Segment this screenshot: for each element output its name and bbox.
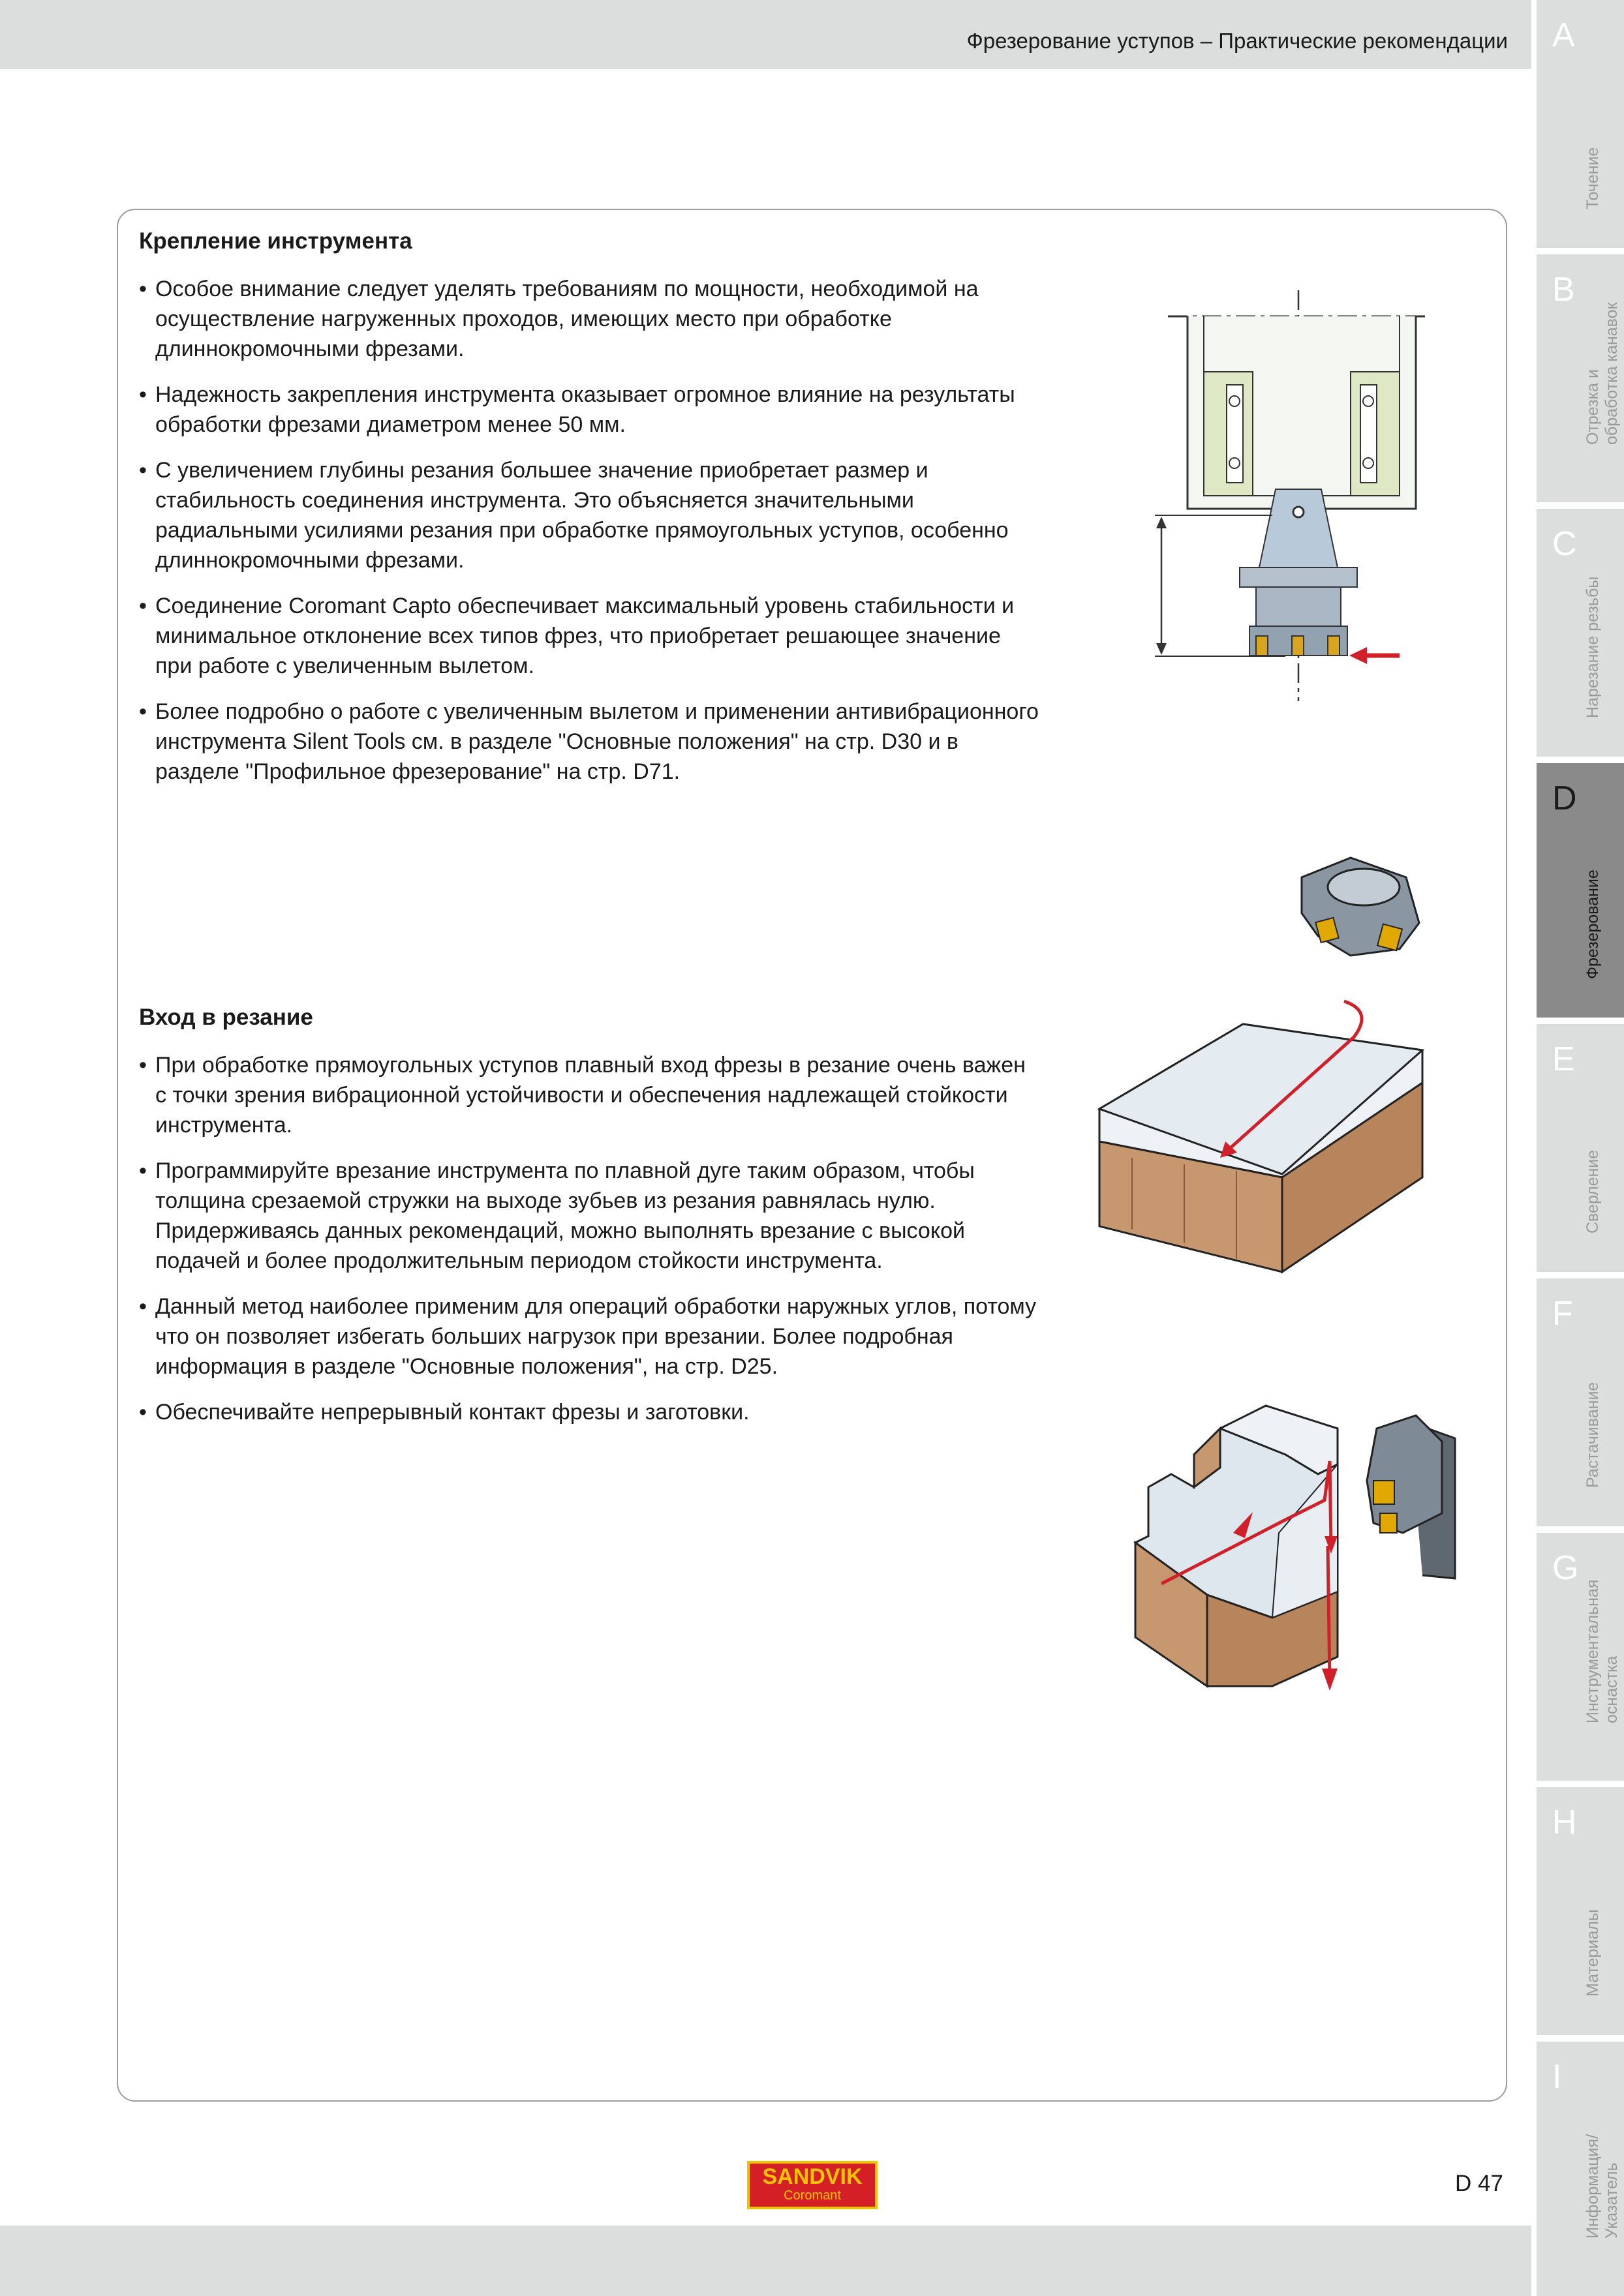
section-entry-into-cut bbox=[139, 1004, 1039, 1443]
bullet-mark: • bbox=[139, 594, 147, 618]
bullet-item bbox=[139, 1050, 1039, 1140]
tab-c-threading[interactable] bbox=[1537, 509, 1624, 757]
bullet-item bbox=[139, 274, 1039, 364]
entry-into-cut-figure bbox=[1093, 851, 1458, 1282]
section-title: Вход в резание bbox=[139, 1004, 313, 1030]
tab-letter: A bbox=[1552, 16, 1575, 54]
tab-letter: C bbox=[1552, 525, 1577, 563]
footer-bar bbox=[0, 2226, 1531, 2296]
bullet-mark: • bbox=[139, 382, 147, 407]
tab-label: Отрезка и обработка канавок bbox=[1584, 302, 1621, 445]
bullet-item bbox=[139, 697, 1039, 787]
bullet-item bbox=[139, 455, 1039, 575]
bullet-mark: • bbox=[139, 1294, 147, 1319]
logo-sub-text: Coromant bbox=[784, 2188, 841, 2203]
bullet-text: Соединение Coromant Capto обеспечивает максимальный уровень стабильности и минимальное отклонение всех типов фрез, что приобретает решающее значение при работе с увеличенным вылетом. bbox=[155, 594, 1015, 678]
bullet-mark: • bbox=[139, 1400, 147, 1425]
bullet-text: Программируйте врезание инструмента по плавной дуге таким образом, чтобы толщина срезаемой стружки на выходе зубьев из резания равнялась нулю. Придерживаясь данных рекомендаций, можно выполнять врезание с высокой подачей и более продолжительным периодом стойкости инструмента. bbox=[155, 1158, 975, 1273]
tab-label: Фрезерование bbox=[1584, 869, 1602, 979]
tab-letter: I bbox=[1552, 2058, 1562, 2096]
bullet-mark: • bbox=[139, 277, 147, 301]
tab-letter: E bbox=[1552, 1040, 1575, 1078]
section-index-sidebar bbox=[1537, 0, 1624, 2296]
bullet-mark: • bbox=[139, 458, 147, 483]
bullet-text: Особое внимание следует уделять требованиям по мощности, необходимой на осуществление нагруженных проходов, имеющих место при обработке длиннокромочными фрезами. bbox=[155, 277, 979, 361]
bullet-text: Обеспечивайте непрерывный контакт фрезы и заготовки. bbox=[155, 1400, 750, 1425]
tab-g-tooling[interactable] bbox=[1537, 1533, 1624, 1781]
section-title: Крепление инструмента bbox=[139, 228, 412, 254]
bullet-item bbox=[139, 380, 1039, 440]
bullet-text: Более подробно о работе с увеличенным вылетом и применении антивибрационного инструмента Silent Tools см. в разделе "Основные положения" на стр. D30 и в разделе "Профильное фрезерование" на стр. D71. bbox=[155, 699, 1039, 784]
tab-label: Сверление bbox=[1584, 1149, 1602, 1233]
tab-label: Растачивание bbox=[1584, 1382, 1602, 1488]
page-number: D 47 bbox=[1455, 2171, 1503, 2196]
tab-label: Нарезание резьбы bbox=[1584, 576, 1602, 718]
corner-contact-figure bbox=[1122, 1402, 1468, 1696]
logo-main-text: SANDVIK bbox=[762, 2164, 863, 2189]
tab-label: Инструментальная оснастка bbox=[1584, 1579, 1621, 1723]
bullet-text: С увеличением глубины резания большее значение приобретает размер и стабильность соединения инструмента. Это объясняется значительными радиальными усилиями резания при обработке прямоугольных уступов, особенно длиннокромочными фрезами. bbox=[155, 458, 1009, 573]
bullet-item bbox=[139, 1397, 1039, 1427]
spindle-tool-holder-figure bbox=[1142, 280, 1442, 711]
tab-letter: G bbox=[1552, 1549, 1579, 1587]
tab-e-drilling[interactable] bbox=[1537, 1024, 1624, 1272]
bullet-mark: • bbox=[139, 1158, 147, 1183]
tab-letter: F bbox=[1552, 1295, 1573, 1333]
tab-letter: B bbox=[1552, 271, 1575, 309]
tab-i-info-index[interactable] bbox=[1537, 2042, 1624, 2296]
tab-a-turning[interactable] bbox=[1537, 0, 1624, 248]
bullet-text: Надежность закрепления инструмента оказывает огромное влияние на результаты обработки фрезами диаметром менее 50 мм. bbox=[155, 382, 1015, 437]
tab-f-boring[interactable] bbox=[1537, 1278, 1624, 1526]
bullet-text: Данный метод наиболее применим для операций обработки наружных углов, потому что он позволяет избегать больших нагрузок при врезании. Более подробная информация в разделе "Основные положения", на стр. D25. bbox=[155, 1294, 1037, 1379]
tab-label: Точение bbox=[1584, 147, 1602, 209]
header-bar bbox=[0, 0, 1531, 69]
bullet-text: При обработке прямоугольных уступов плавный вход фрезы в резание очень важен с точки зрения вибрационной устойчивости и обеспечения надлежащей стойкости инструмента. bbox=[155, 1053, 1026, 1138]
page-header-title: Фрезерование уступов – Практические рекомендации bbox=[966, 29, 1508, 53]
tab-label: Материалы bbox=[1584, 1909, 1602, 1997]
bullet-item bbox=[139, 1292, 1039, 1382]
tab-label: Информация/ Указатель bbox=[1584, 2134, 1621, 2239]
section-tool-clamping bbox=[139, 228, 1039, 802]
tab-h-materials[interactable] bbox=[1537, 1787, 1624, 2035]
bullet-item bbox=[139, 1156, 1039, 1276]
tab-letter: H bbox=[1552, 1804, 1577, 1841]
sandvik-coromant-logo bbox=[747, 2161, 878, 2209]
bullet-mark: • bbox=[139, 699, 147, 724]
tab-letter: D bbox=[1552, 779, 1577, 817]
tab-b-parting-grooving[interactable] bbox=[1537, 254, 1624, 502]
bullet-item bbox=[139, 591, 1039, 681]
tab-d-milling[interactable] bbox=[1537, 763, 1624, 1018]
bullet-mark: • bbox=[139, 1053, 147, 1078]
